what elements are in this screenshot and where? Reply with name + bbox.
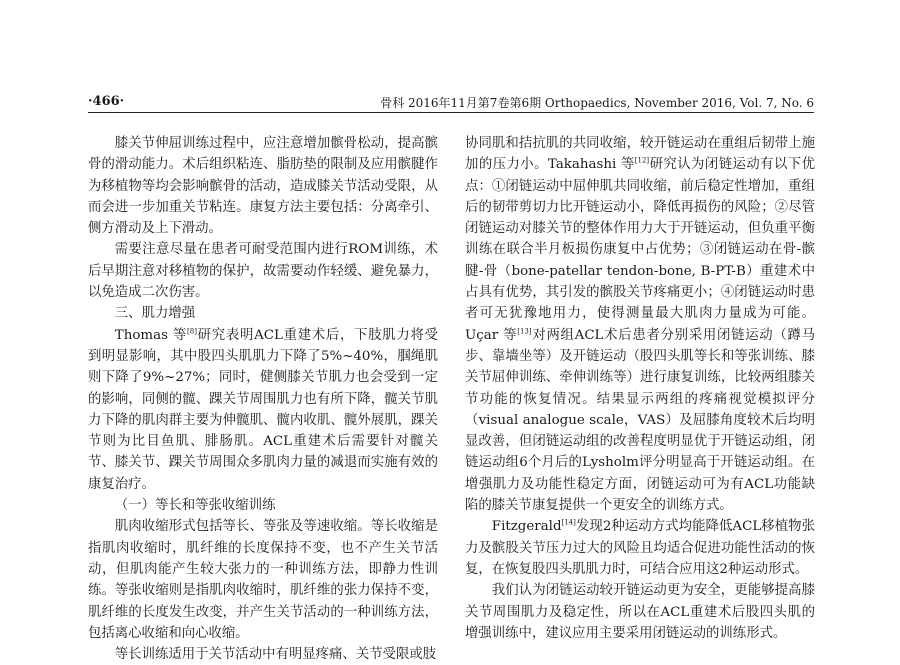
citation-ref: [8] [187,327,197,336]
running-header [88,94,814,113]
paragraph: 我们认为闭链运动较开链运动更为安全，更能够提高膝关节周围肌力及稳定性，所以在ACL重建术后股四头肌的增强训练中，建议应用主要采用闭链运动的训练形式。 [465,583,815,641]
author-name: Uçar 等 [465,327,518,343]
right-column [465,133,815,644]
paragraph-text: 对两组ACL术后患者分别采用闭链运动（蹲马步、靠墙坐等）及开链运动（股四头肌等长和等张训练、膝关节屈伸训练、牵伸训练等）进行康复训练，比较两组膝关节功能的恢复情况。结果显示两组的疼痛视觉模拟评分（visual analogue scale，VAS）及屈膝角度较术后均明显改善，但闭链运动组的改善程度明显优于开链运动组，闭链运动组6个月后的Lysholm评分明显高于开链运动组。在增强肌力及功能性稳定方面，闭链运动可为有ACL功能缺陷的膝关节康复提供一个更安全的训练方式。 [465,327,815,514]
author-name: Thomas 等 [114,327,188,343]
paragraph-text: 研究认为闭链运动有以下优点：①闭链运动中屈伸肌共同收缩，前后稳定性增加，重组后的韧带剪切力比开链运动小，降低再损伤的风险；②尽管闭链运动对膝关节的整体作用力大于开链运动，但负重平衡训练在联合半月板损伤康复中占优势；③闭链运动在骨-髌腱-骨（bone-patellar tendon-bone, B-PT-B）重建术中占具有优势，其引发的髌股关节疼痛更小；④闭链运动时患者可无犹豫地用力，使得测量最大肌肉力量成为可能。 [465,157,816,322]
paragraph: 需要注意尽量在患者可耐受范围内进行ROM训练，术后早期注意对移植物的保护，故需要动作轻缓、避免暴力，以免造成二次伤害。 [88,242,438,301]
paragraph [88,325,438,495]
paragraph: 肌肉收缩形式包括等长、等张及等速收缩。等长收缩是指肌肉收缩时，肌纤维的长度保持不变，也不产生关节活动，但肌肉能产生较大张力的一种训练方法，即静力性训练。等张收缩则是指肌肉收缩时，肌纤维的张力保持不变，肌纤维的长度发生改变，并产生关节活动的一种训练方法，包括离心收缩和向心收缩。 [88,519,438,641]
paragraph: 膝关节伸屈训练过程中，应注意增加髌骨松动，提高髌骨的滑动能力。术后组织粘连、脂肪垫的限制及应用髌腱作为移植物等均会影响髌骨的活动，造成膝关节活动受限，从而会进一步加重关节粘连。康复方法主要包括：分离牵引、侧方滑动及上下滑动。 [88,136,438,237]
paragraph-text: 发现2种运动方式均能降低ACL移植物张力及髌股关节压力过大的风险且均适合促进功能性活动的恢复，在恢复股四头肌肌力时，可结合应用这2种运动形式。 [465,519,815,577]
citation-ref: [12] [634,156,650,165]
paragraph-text: 协同肌和拮抗肌的共同收缩，较开链运动在重组后韧带上施加的压力小。 [465,136,815,173]
paragraph-text: 研究表明ACL重建术后，下肢肌力将受到明显影响，其中股四头肌肌力下降了5%~40%，腘绳肌则下降了9%~27%；同时，健侧膝关节肌力也会受到一定的影响，同侧的髋、踝关节周围肌力也有所下降，髋关节肌力下降的肌肉群主要为伸髋肌、髋内收肌、髋外展肌，踝关节则为比目鱼肌、腓肠肌。ACL重建术后需要针对髋关节、膝关节、踝关节周围众多肌肉力量的减退而实施有效的康复治疗。 [88,327,438,492]
paragraph [465,133,815,516]
section-heading: 三、肌力增强 [114,306,196,322]
citation-ref: [13] [517,327,532,336]
author-name: Takahashi 等 [547,157,635,173]
paragraph [465,516,815,580]
author-name: Fitzgerald [491,519,562,535]
left-column [88,133,438,665]
journal-info: 骨科 2016年11月第7卷第6期 Orthopaedics, November 2016, Vol. 7, No. 6 [380,96,814,110]
citation-ref: [14] [561,518,576,527]
paragraph: 等长训练适用于关节活动中有明显疼痛、关节受限或肢 [114,647,437,663]
subsection-heading: （一）等长和等张收缩训练 [114,498,276,514]
page-number: ·466· [88,94,125,109]
